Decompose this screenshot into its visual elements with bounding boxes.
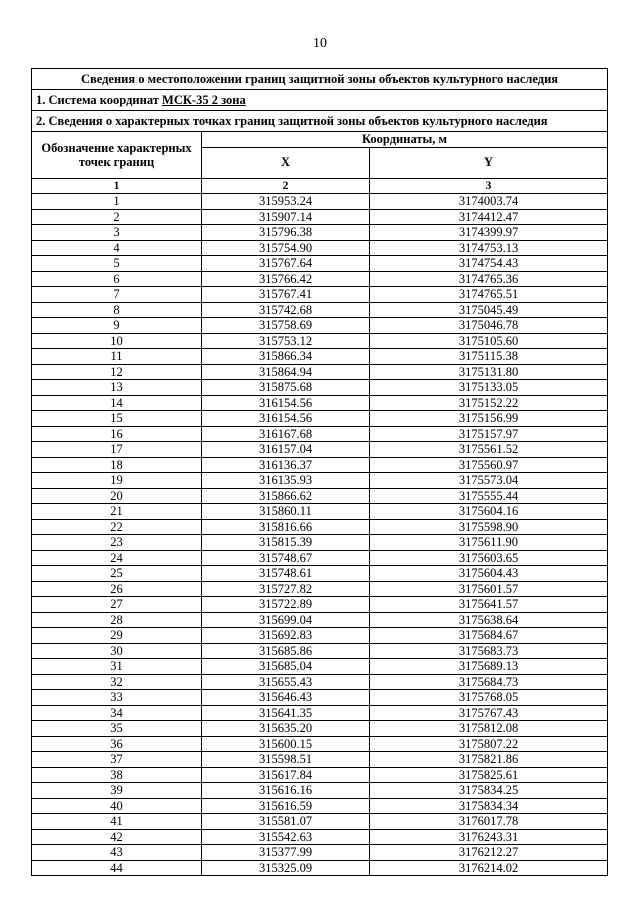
point-number-cell: 28 xyxy=(32,612,202,628)
point-number-cell: 8 xyxy=(32,302,202,318)
x-coordinate-cell: 315748.67 xyxy=(202,550,370,566)
x-coordinate-cell: 315754.90 xyxy=(202,240,370,256)
x-coordinate-cell: 316136.37 xyxy=(202,457,370,473)
y-coordinate-cell: 3175157.97 xyxy=(370,426,608,442)
table-row xyxy=(32,814,608,830)
point-number-cell: 44 xyxy=(32,860,202,876)
point-number-cell: 22 xyxy=(32,519,202,535)
y-coordinate-cell: 3174412.47 xyxy=(370,209,608,225)
y-coordinate-cell: 3174765.51 xyxy=(370,287,608,303)
y-coordinate-cell: 3176214.02 xyxy=(370,860,608,876)
table-row xyxy=(32,519,608,535)
coord-system-label: 1. Система координат xyxy=(36,93,163,107)
table-row xyxy=(32,504,608,520)
x-coordinate-cell: 315646.43 xyxy=(202,690,370,706)
y-coordinate-cell: 3175638.64 xyxy=(370,612,608,628)
y-coordinate-cell: 3175684.73 xyxy=(370,674,608,690)
y-coordinate-cell: 3175156.99 xyxy=(370,411,608,427)
y-coordinate-cell: 3175598.90 xyxy=(370,519,608,535)
y-coordinate-cell: 3175807.22 xyxy=(370,736,608,752)
point-number-cell: 20 xyxy=(32,488,202,504)
point-number-cell: 42 xyxy=(32,829,202,845)
x-coordinate-cell: 316157.04 xyxy=(202,442,370,458)
table-row xyxy=(32,364,608,380)
y-coordinate-cell: 3174399.97 xyxy=(370,225,608,241)
table-row xyxy=(32,271,608,287)
point-number-cell: 40 xyxy=(32,798,202,814)
x-coordinate-cell: 315616.59 xyxy=(202,798,370,814)
table-row xyxy=(32,457,608,473)
table-row xyxy=(32,302,608,318)
x-coordinate-cell: 315542.63 xyxy=(202,829,370,845)
table-row xyxy=(32,318,608,334)
y-coordinate-cell: 3175046.78 xyxy=(370,318,608,334)
x-coordinate-cell: 315692.83 xyxy=(202,628,370,644)
point-number-cell: 24 xyxy=(32,550,202,566)
point-number-cell: 36 xyxy=(32,736,202,752)
table-row xyxy=(32,767,608,783)
y-coordinate-cell: 3175555.44 xyxy=(370,488,608,504)
table-row xyxy=(32,752,608,768)
point-number-cell: 34 xyxy=(32,705,202,721)
y-coordinate-cell: 3175561.52 xyxy=(370,442,608,458)
x-coordinate-cell: 315699.04 xyxy=(202,612,370,628)
table-row xyxy=(32,287,608,303)
y-coordinate-cell: 3175560.97 xyxy=(370,457,608,473)
y-coordinate-cell: 3175834.25 xyxy=(370,783,608,799)
y-coordinate-cell: 3175131.80 xyxy=(370,364,608,380)
table-row xyxy=(32,535,608,551)
x-coordinate-cell: 315616.16 xyxy=(202,783,370,799)
y-coordinate-cell: 3175684.67 xyxy=(370,628,608,644)
point-number-cell: 6 xyxy=(32,271,202,287)
x-coordinate-cell: 315641.35 xyxy=(202,705,370,721)
y-coordinate-cell: 3176212.27 xyxy=(370,845,608,861)
x-coordinate-cell: 315767.64 xyxy=(202,256,370,272)
table-row xyxy=(32,643,608,659)
y-coordinate-cell: 3175768.05 xyxy=(370,690,608,706)
table-row xyxy=(32,333,608,349)
x-coordinate-cell: 316135.93 xyxy=(202,473,370,489)
point-number-cell: 32 xyxy=(32,674,202,690)
table-row xyxy=(32,488,608,504)
y-coordinate-cell: 3176243.31 xyxy=(370,829,608,845)
x-coordinate-cell: 315753.12 xyxy=(202,333,370,349)
y-coordinate-cell: 3175115.38 xyxy=(370,349,608,365)
table-row xyxy=(32,194,608,210)
x-coordinate-cell: 315685.86 xyxy=(202,643,370,659)
table-row xyxy=(32,659,608,675)
point-number-cell: 3 xyxy=(32,225,202,241)
x-coordinate-cell: 315722.89 xyxy=(202,597,370,613)
column-number: 2 xyxy=(202,178,370,194)
y-coordinate-cell: 3174003.74 xyxy=(370,194,608,210)
section-title: Сведения о местоположении границ защитной зоны объектов культурного наследия xyxy=(32,69,608,90)
table-row xyxy=(32,736,608,752)
table-row xyxy=(32,783,608,799)
point-name-header: Обозначение характерных точек границ xyxy=(32,132,202,179)
coords-header: Координаты, м xyxy=(202,132,608,148)
point-number-cell: 23 xyxy=(32,535,202,551)
point-number-cell: 33 xyxy=(32,690,202,706)
x-coordinate-cell: 316154.56 xyxy=(202,395,370,411)
points-section-row xyxy=(32,111,608,132)
x-coordinate-cell: 315617.84 xyxy=(202,767,370,783)
point-number-cell: 14 xyxy=(32,395,202,411)
x-coordinate-cell: 315860.11 xyxy=(202,504,370,520)
x-header: X xyxy=(202,147,370,178)
point-number-cell: 13 xyxy=(32,380,202,396)
point-number-cell: 16 xyxy=(32,426,202,442)
point-number-cell: 31 xyxy=(32,659,202,675)
table-row xyxy=(32,349,608,365)
x-coordinate-cell: 315635.20 xyxy=(202,721,370,737)
x-coordinate-cell: 315598.51 xyxy=(202,752,370,768)
point-number-cell: 1 xyxy=(32,194,202,210)
x-coordinate-cell: 315742.68 xyxy=(202,302,370,318)
table-row xyxy=(32,209,608,225)
table-row xyxy=(32,721,608,737)
table-row xyxy=(32,411,608,427)
x-coordinate-cell: 315758.69 xyxy=(202,318,370,334)
point-number-cell: 2 xyxy=(32,209,202,225)
point-number-cell: 18 xyxy=(32,457,202,473)
column-number-row xyxy=(32,178,608,194)
x-coordinate-cell: 315767.41 xyxy=(202,287,370,303)
table-row xyxy=(32,240,608,256)
point-number-cell: 4 xyxy=(32,240,202,256)
coord-system xyxy=(32,90,608,111)
boundary-points-table xyxy=(31,68,608,876)
point-number-cell: 12 xyxy=(32,364,202,380)
y-coordinate-cell: 3175573.04 xyxy=(370,473,608,489)
point-number-cell: 17 xyxy=(32,442,202,458)
point-number-cell: 7 xyxy=(32,287,202,303)
table-row xyxy=(32,426,608,442)
table-row xyxy=(32,256,608,272)
point-number-cell: 30 xyxy=(32,643,202,659)
y-coordinate-cell: 3175825.61 xyxy=(370,767,608,783)
table-row xyxy=(32,705,608,721)
y-coordinate-cell: 3175604.16 xyxy=(370,504,608,520)
x-coordinate-cell: 315685.04 xyxy=(202,659,370,675)
page-number: 10 xyxy=(313,36,327,51)
point-number-cell: 38 xyxy=(32,767,202,783)
points-section-title: 2. Сведения о характерных точках границ защитной зоны объектов культурного наследия xyxy=(32,111,608,132)
x-coordinate-cell: 315377.99 xyxy=(202,845,370,861)
x-coordinate-cell: 315748.61 xyxy=(202,566,370,582)
x-coordinate-cell: 315875.68 xyxy=(202,380,370,396)
header-row xyxy=(32,132,608,148)
y-coordinate-cell: 3175812.08 xyxy=(370,721,608,737)
x-coordinate-cell: 315866.62 xyxy=(202,488,370,504)
point-number-cell: 10 xyxy=(32,333,202,349)
y-header: Y xyxy=(370,147,608,178)
y-coordinate-cell: 3174753.13 xyxy=(370,240,608,256)
x-coordinate-cell: 316167.68 xyxy=(202,426,370,442)
table-row xyxy=(32,597,608,613)
point-number-cell: 11 xyxy=(32,349,202,365)
table-row xyxy=(32,473,608,489)
table-row xyxy=(32,566,608,582)
table-row xyxy=(32,845,608,861)
table-row xyxy=(32,581,608,597)
table-row xyxy=(32,550,608,566)
table-row xyxy=(32,380,608,396)
point-number-cell: 5 xyxy=(32,256,202,272)
y-coordinate-cell: 3175834.34 xyxy=(370,798,608,814)
point-number-cell: 29 xyxy=(32,628,202,644)
table-row xyxy=(32,674,608,690)
y-coordinate-cell: 3175133.05 xyxy=(370,380,608,396)
column-number: 1 xyxy=(32,178,202,194)
x-coordinate-cell: 315864.94 xyxy=(202,364,370,380)
point-number-cell: 41 xyxy=(32,814,202,830)
point-number-cell: 27 xyxy=(32,597,202,613)
table-row xyxy=(32,829,608,845)
y-coordinate-cell: 3175821.86 xyxy=(370,752,608,768)
x-coordinate-cell: 315815.39 xyxy=(202,535,370,551)
x-coordinate-cell: 315600.15 xyxy=(202,736,370,752)
x-coordinate-cell: 315325.09 xyxy=(202,860,370,876)
y-coordinate-cell: 3175152.22 xyxy=(370,395,608,411)
point-number-cell: 15 xyxy=(32,411,202,427)
y-coordinate-cell: 3175767.43 xyxy=(370,705,608,721)
point-number-cell: 39 xyxy=(32,783,202,799)
table-row xyxy=(32,690,608,706)
column-number: 3 xyxy=(370,178,608,194)
point-number-cell: 43 xyxy=(32,845,202,861)
table-row xyxy=(32,628,608,644)
point-number-cell: 26 xyxy=(32,581,202,597)
table-row xyxy=(32,395,608,411)
table-row xyxy=(32,612,608,628)
x-coordinate-cell: 315766.42 xyxy=(202,271,370,287)
y-coordinate-cell: 3175105.60 xyxy=(370,333,608,349)
table-row xyxy=(32,442,608,458)
x-coordinate-cell: 315866.34 xyxy=(202,349,370,365)
section-title-row xyxy=(32,69,608,90)
y-coordinate-cell: 3175604.43 xyxy=(370,566,608,582)
x-coordinate-cell: 316154.56 xyxy=(202,411,370,427)
table-row xyxy=(32,860,608,876)
coord-system-row xyxy=(32,90,608,111)
y-coordinate-cell: 3174765.36 xyxy=(370,271,608,287)
x-coordinate-cell: 315655.43 xyxy=(202,674,370,690)
point-number-cell: 21 xyxy=(32,504,202,520)
table-row xyxy=(32,225,608,241)
coord-system-value: МСК-35 2 зона xyxy=(162,93,246,107)
x-coordinate-cell: 315953.24 xyxy=(202,194,370,210)
y-coordinate-cell: 3175611.90 xyxy=(370,535,608,551)
y-coordinate-cell: 3175045.49 xyxy=(370,302,608,318)
y-coordinate-cell: 3174754.43 xyxy=(370,256,608,272)
y-coordinate-cell: 3175601.57 xyxy=(370,581,608,597)
point-number-cell: 37 xyxy=(32,752,202,768)
y-coordinate-cell: 3175689.13 xyxy=(370,659,608,675)
y-coordinate-cell: 3175683.73 xyxy=(370,643,608,659)
x-coordinate-cell: 315581.07 xyxy=(202,814,370,830)
point-number-cell: 25 xyxy=(32,566,202,582)
x-coordinate-cell: 315727.82 xyxy=(202,581,370,597)
x-coordinate-cell: 315816.66 xyxy=(202,519,370,535)
y-coordinate-cell: 3175641.57 xyxy=(370,597,608,613)
point-number-cell: 35 xyxy=(32,721,202,737)
x-coordinate-cell: 315796.38 xyxy=(202,225,370,241)
x-coordinate-cell: 315907.14 xyxy=(202,209,370,225)
point-number-cell: 9 xyxy=(32,318,202,334)
y-coordinate-cell: 3175603.65 xyxy=(370,550,608,566)
point-number-cell: 19 xyxy=(32,473,202,489)
table-row xyxy=(32,798,608,814)
y-coordinate-cell: 3176017.78 xyxy=(370,814,608,830)
